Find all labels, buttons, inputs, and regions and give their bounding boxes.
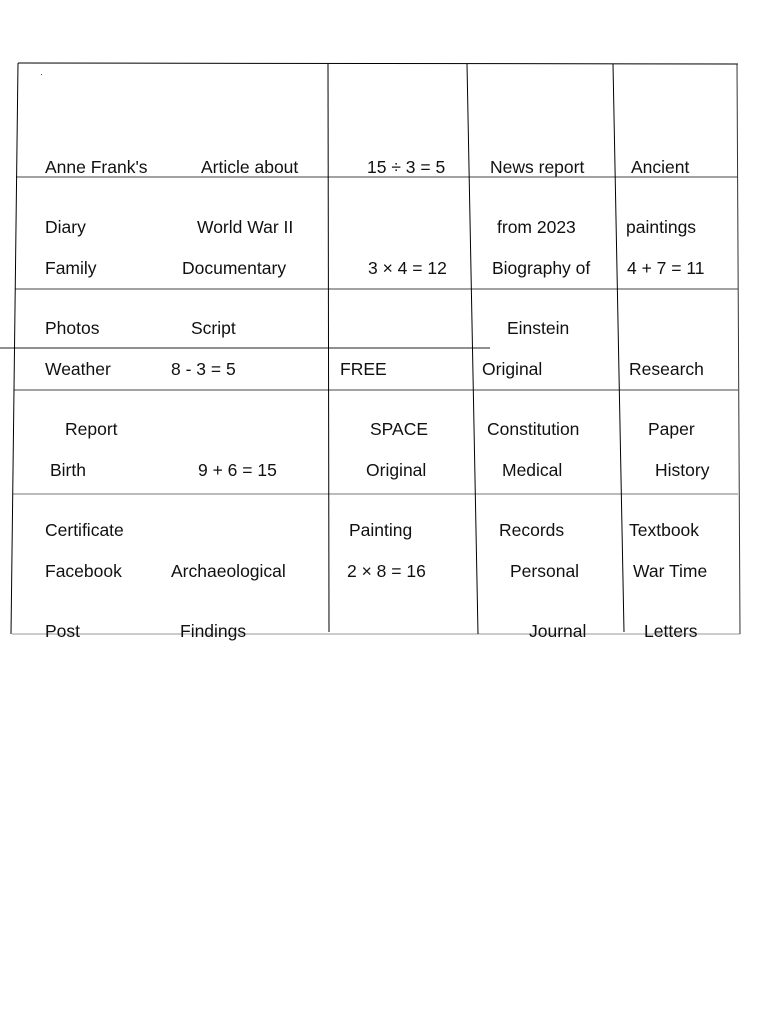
cell-line: paintings [626,217,697,237]
cell-facebook-post [45,521,122,681]
cell-line: Paper [648,419,695,439]
cell-line: Facebook [45,561,122,581]
cell-line: Photos [45,318,100,338]
cell-line: 3 × 4 = 12 [368,258,447,278]
cell-line: 8 - 3 = 5 [171,359,236,379]
cell-line: 15 ÷ 3 = 5 [367,157,446,177]
stray-mark [41,74,42,75]
cell-math-9-plus-6 [198,420,277,520]
cell-line: from 2023 [497,217,576,237]
cell-line: Certificate [45,520,124,540]
cell-line: Original [366,460,427,480]
cell-math-15-div-3 [367,117,445,217]
cell-line: History [655,460,710,480]
cell-line: Biography of [492,258,591,278]
cell-line: 4 + 7 = 11 [627,258,705,278]
cell-line: Diary [45,217,86,237]
cell-line: Original [482,359,543,379]
cell-line: 9 + 6 = 15 [198,460,277,480]
cell-war-time-letters [633,521,707,681]
cell-line: Article about [201,157,299,177]
cell-line: Painting [349,520,413,540]
cell-line: Anne Frank's [45,157,148,177]
cell-line: Journal [529,621,587,641]
cell-line: Documentary [182,258,287,278]
cell-math-8-minus-3 [171,319,236,419]
cell-line: Report [65,419,118,439]
cell-line: Letters [644,621,698,641]
cell-line: Archaeological [171,561,286,581]
cell-line: Weather [45,359,111,379]
cell-math-2-times-8 [347,521,426,621]
cell-line: Medical [502,460,563,480]
cell-line: SPACE [370,419,429,439]
cell-personal-journal [510,521,586,681]
cell-line: News report [490,157,585,177]
cell-line: Family [45,258,97,278]
cell-line: Records [499,520,565,540]
cell-line: War Time [633,561,708,581]
cell-line: Script [191,318,236,338]
cell-line: Post [45,621,81,641]
cell-line: Research [629,359,704,379]
cell-line: FREE [340,359,387,379]
cell-line: World War II [197,217,294,237]
cell-math-4-plus-7 [627,218,705,318]
cell-line: Ancient [631,157,690,177]
cell-line: Einstein [507,318,570,338]
cell-line: Birth [50,460,86,480]
cell-line: Constitution [487,419,580,439]
cell-line: Personal [510,561,580,581]
cell-math-3-times-4 [368,218,447,318]
cell-archaeological-findings [171,521,286,681]
cell-line: Findings [180,621,247,641]
cell-line: Textbook [629,520,700,540]
cell-line: 2 × 8 = 16 [347,561,426,581]
